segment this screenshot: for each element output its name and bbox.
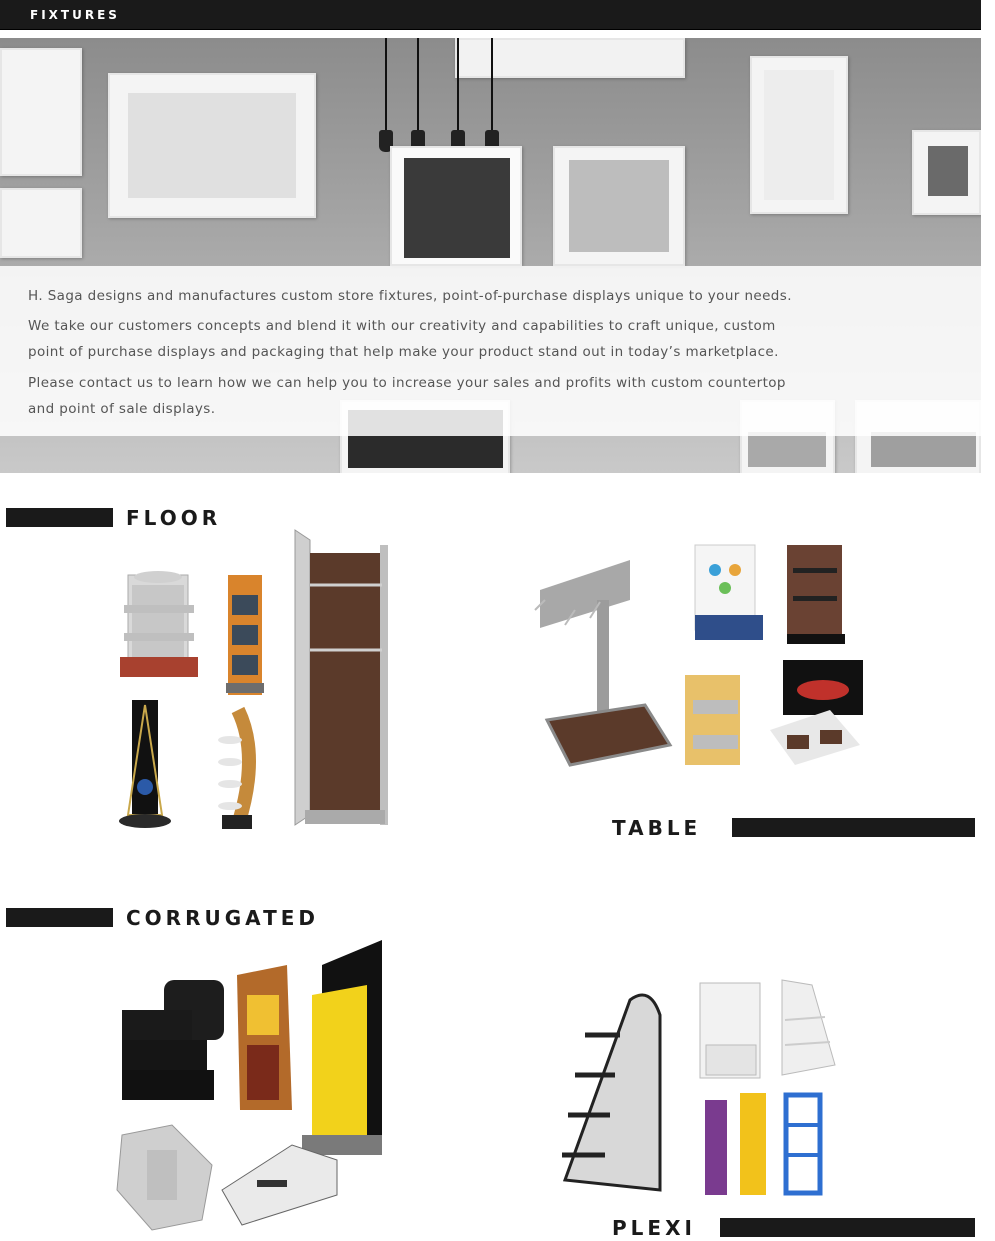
floor-display-tower — [226, 575, 264, 695]
wall-frame — [0, 48, 82, 176]
plexi-section-bar — [720, 1218, 975, 1237]
page-title: FIXTURES — [30, 8, 120, 22]
floor-display-curved — [218, 710, 252, 829]
hero-text-line: point of purchase displays and packaging that help make your product stand out in today’s marketplace. — [28, 344, 779, 360]
table-display-brochure — [695, 545, 763, 640]
floor-display-golf — [119, 700, 171, 828]
hero-text-line: H. Saga designs and manufactures custom store fixtures, point-of-purchase displays unique to your needs. — [28, 288, 792, 304]
air-conditioner — [455, 38, 685, 78]
floor-section-bar — [6, 508, 113, 527]
plexi-section-heading: PLEXI — [612, 1216, 696, 1240]
table-display-wood-shelf — [787, 545, 845, 644]
table-displays-illustration — [525, 530, 870, 800]
corrugated-display-printed — [237, 965, 292, 1110]
wall-frame — [912, 130, 981, 215]
hero-text-panel — [0, 266, 981, 436]
plexi-display-purple — [705, 1100, 727, 1195]
table-display-tiered — [685, 675, 740, 765]
table-display-car — [770, 660, 863, 765]
hero-text-line: and point of sale displays. — [28, 401, 216, 417]
plexi-display-yellow — [740, 1093, 766, 1195]
wall-frame — [553, 146, 685, 266]
hero-banner — [0, 38, 981, 473]
corrugated-section-heading: CORRUGATED — [126, 906, 319, 930]
floor-display-red-shelf — [120, 571, 198, 677]
wall-frame — [0, 188, 82, 258]
corrugated-display-counter — [222, 1145, 337, 1225]
hero-text-line: We take our customers concepts and blend it with our creativity and capabilities to craft unique, custom — [28, 318, 776, 334]
corrugated-display-yellow — [302, 940, 382, 1155]
floor-display-slatwall — [295, 530, 388, 825]
plexi-display-blue — [786, 1095, 820, 1193]
floor-displays-illustration — [110, 525, 400, 845]
plexi-display-arch — [562, 995, 660, 1190]
table-section-bar — [732, 818, 975, 837]
corrugated-display-cross — [117, 1125, 212, 1230]
corrugated-section-bar — [6, 908, 113, 927]
corrugated-display-black-tray — [122, 980, 224, 1100]
plexi-displays-illustration — [550, 975, 840, 1205]
hero-text-line: Please contact us to learn how we can help you to increase your sales and profits with custom countertop — [28, 375, 786, 391]
floor-section-heading: FLOOR — [126, 506, 222, 530]
corrugated-displays-illustration — [112, 935, 402, 1235]
table-section-heading: TABLE — [612, 816, 702, 840]
table-display-hook-stand — [535, 560, 670, 765]
plexi-display-tiers — [782, 980, 835, 1075]
plexi-display-brochure — [700, 983, 760, 1078]
wall-frame — [750, 56, 848, 214]
header-bar — [0, 0, 981, 30]
wall-niche — [390, 146, 522, 266]
wall-frame — [108, 73, 316, 218]
